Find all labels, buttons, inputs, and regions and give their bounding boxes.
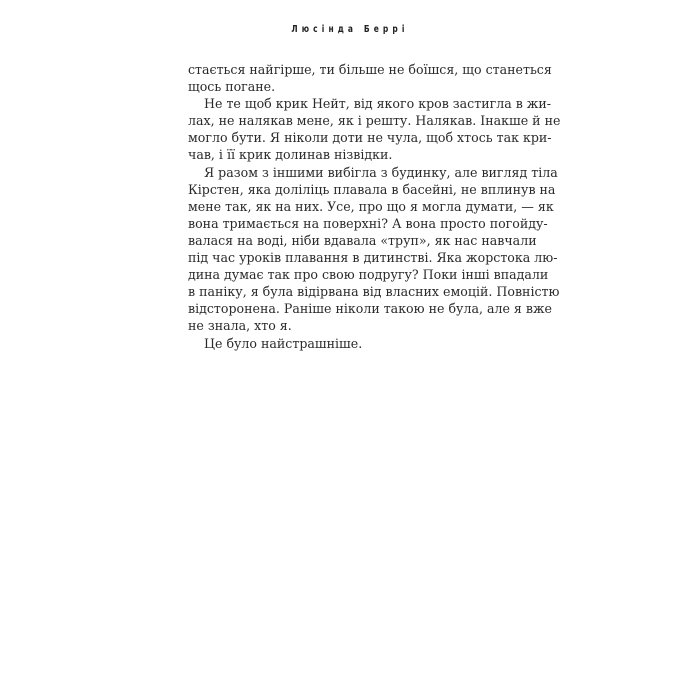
- text-line: валася на воді, ніби вдавала «труп», як нас навчали: [188, 232, 537, 248]
- text-line: мене так, як на них. Усе, про що я могла думати, — як: [188, 198, 554, 214]
- text-line: чав, і її крик долинав нізвідки.: [188, 147, 393, 163]
- text-line: Я разом з іншими вибігла з будинку, але вигляд тіла: [204, 164, 558, 180]
- text-line: не знала, хто я.: [188, 318, 292, 334]
- text-line: Не те щоб крик Нейт, від якого кров застигла в жи-: [204, 96, 552, 112]
- text-line: щось погане.: [188, 79, 276, 95]
- text-line: Кірстен, яка доліліць плавала в басейні, не вплинув на: [188, 181, 556, 197]
- running-header: Люсінда Беррі: [291, 24, 409, 35]
- text-line: дина думає так про свою подругу? Поки інші впадали: [188, 267, 549, 283]
- text-line: Це було найстрашніше.: [204, 335, 363, 351]
- text-line: відсторонена. Раніше ніколи такою не була, але я вже: [188, 301, 553, 317]
- body-text: [188, 61, 561, 352]
- text-line: вона тримається на поверхні? А вона просто погойду-: [188, 215, 548, 231]
- text-line: лах, не налякав мене, як і решту. Налякав. Інакше й не: [188, 113, 561, 129]
- text-line: під час уроків плавання в дитинстві. Яка жорстока лю-: [188, 250, 558, 266]
- text-line: стається найгірше, ти більше не боїшся, що станеться: [188, 62, 552, 77]
- text-line: в паніку, я була відірвана від власних емоцій. Повністю: [188, 284, 560, 300]
- text-line: могло бути. Я ніколи доти не чула, щоб хтось так кри-: [188, 130, 552, 146]
